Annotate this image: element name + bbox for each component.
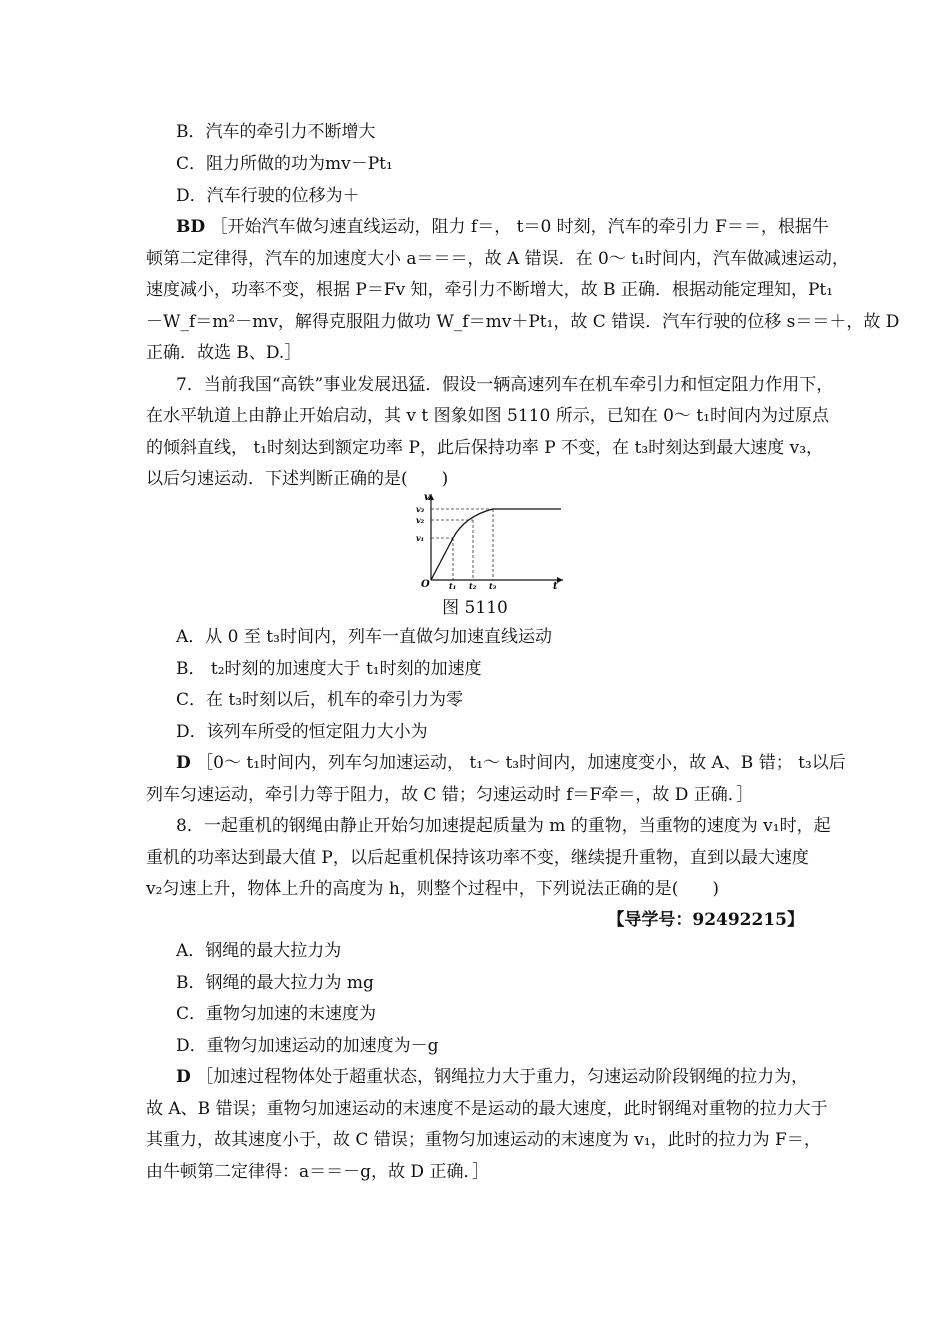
q6-explanation-line-4: －W_f＝m²－mv，解得克服阻力做功 W_f＝mv＋Pt₁，故 C 错误．汽车行驶的位移 s＝＝＋，故 D — [146, 312, 900, 332]
vt-curve — [431, 509, 561, 580]
q8-explanation-line-3: 其重力，故其速度小于，故 C 错误；重物匀加速运动的末速度为 v₁，此时的拉力为 F＝， — [146, 1130, 821, 1150]
t2-label: t₂ — [469, 581, 477, 590]
q6-explanation-line-1 — [176, 216, 829, 238]
q6-explanation-line-5: 正确．故选 B、D.］ — [146, 343, 302, 363]
q8-guide-number: 【导学号：92492215】 — [607, 910, 804, 930]
q7-option-c: C．在 t₃时刻以后，机车的牵引力为零 — [176, 690, 464, 710]
q8-explanation-line-4: 由牛顿第二定律得：a＝＝－g，故 D 正确．］ — [146, 1162, 489, 1182]
q8-explain-text: ［加速过程物体处于超重状态，钢绳拉力大于重力，匀速运动阶段钢绳的拉力为， — [196, 1067, 809, 1087]
q7-explanation-line-2: 列车匀速运动，牵引力等于阻力，故 C 错；匀速运动时 f＝F牵＝，故 D 正确．］ — [146, 785, 754, 805]
q7-figure-caption: 图 5110 — [442, 598, 508, 618]
q8-stem-line-2: 重机的功率达到最大值 P，以后起重机保持该功率不变，继续提升重物，直到以最大速度 — [146, 848, 809, 868]
q8-answer: D — [176, 1067, 191, 1087]
q8-option-d: D．重物匀加速运动的加速度为－g — [176, 1036, 439, 1056]
q8-explanation-line-1 — [176, 1066, 808, 1088]
q7-option-a: A．从 0 至 t₃时间内，列车一直做匀加速直线运动 — [176, 627, 552, 647]
q7-option-b: B． t₂时刻的加速度大于 t₁时刻的加速度 — [176, 659, 482, 679]
q6-explain-text: ［开始汽车做匀速直线运动，阻力 f＝， t＝0 时刻，汽车的牵引力 F＝＝，根据牛 — [210, 217, 829, 237]
q7-stem-line-3: 的倾斜直线， t₁时刻达到额定功率 P，此后保持功率 P 不变，在 t₃时刻达到最大速度 v₃， — [146, 438, 824, 458]
q8-option-b: B．钢绳的最大拉力为 mg — [176, 973, 374, 993]
origin-label: O — [421, 579, 430, 590]
q6-option-b: B．汽车的牵引力不断增大 — [176, 122, 376, 142]
q6-explanation-line-3: 速度减小，功率不变，根据 P＝Fv 知，牵引力不断增大，故 B 正确．根据动能定理知，Pt₁ — [146, 280, 834, 300]
q7-explain-text: ［0～ t₁时间内，列车匀加速运动， t₁～ t₃时间内，加速度变小，故 A、B 错； t₃以后 — [196, 753, 846, 773]
q7-vt-figure — [413, 490, 568, 590]
q6-option-c: C．阻力所做的功为mv－Pt₁ — [176, 154, 393, 174]
q7-stem-line-2: 在水平轨道上由静止开始启动，其 v t 图象如图 5110 所示，已知在 0～ t₁时间内为过原点 — [146, 406, 829, 426]
v2-label: v₂ — [416, 515, 425, 525]
q8-option-c: C．重物匀加速的末速度为 — [176, 1004, 377, 1024]
q6-answer: BD — [176, 217, 206, 237]
q8-stem-line-1: 8．一起重机的钢绳由静止开始匀加速提起质量为 m 的重物，当重物的速度为 v₁时，起 — [176, 816, 831, 836]
q7-stem-line-4: 以后匀速运动．下述判断正确的是( ) — [146, 469, 449, 489]
v-axis-label: v — [424, 492, 430, 503]
q7-option-d: D．该列车所受的恒定阻力大小为 — [176, 722, 428, 742]
q6-option-d: D．汽车行驶的位移为＋ — [176, 186, 360, 206]
t-axis-arrow — [557, 577, 563, 583]
v3-label: v₃ — [416, 504, 425, 514]
q8-explanation-line-2: 故 A、B 错误；重物匀加速运动的末速度不是运动的最大速度，此时钢绳对重物的拉力大于 — [146, 1099, 828, 1119]
q6-explanation-line-2: 顿第二定律得，汽车的加速度大小 a＝＝＝，故 A 错误．在 0～ t₁时间内，汽车做减速运动， — [146, 249, 849, 269]
q8-option-a: A．钢绳的最大拉力为 — [176, 941, 342, 961]
q7-answer: D — [176, 753, 191, 773]
t1-label: t₁ — [449, 581, 457, 590]
q7-explanation-line-1 — [176, 752, 846, 774]
v1-label: v₁ — [416, 533, 425, 543]
t3-label: t₃ — [489, 581, 497, 590]
q8-stem-line-3: v₂匀速上升，物体上升的高度为 h，则整个过程中，下列说法正确的是( ) — [146, 879, 720, 899]
q7-stem-line-1: 7．当前我国“高铁”事业发展迅猛．假设一辆高速列车在机车牵引力和恒定阻力作用下， — [176, 375, 834, 395]
t-axis-label: t — [553, 581, 558, 590]
